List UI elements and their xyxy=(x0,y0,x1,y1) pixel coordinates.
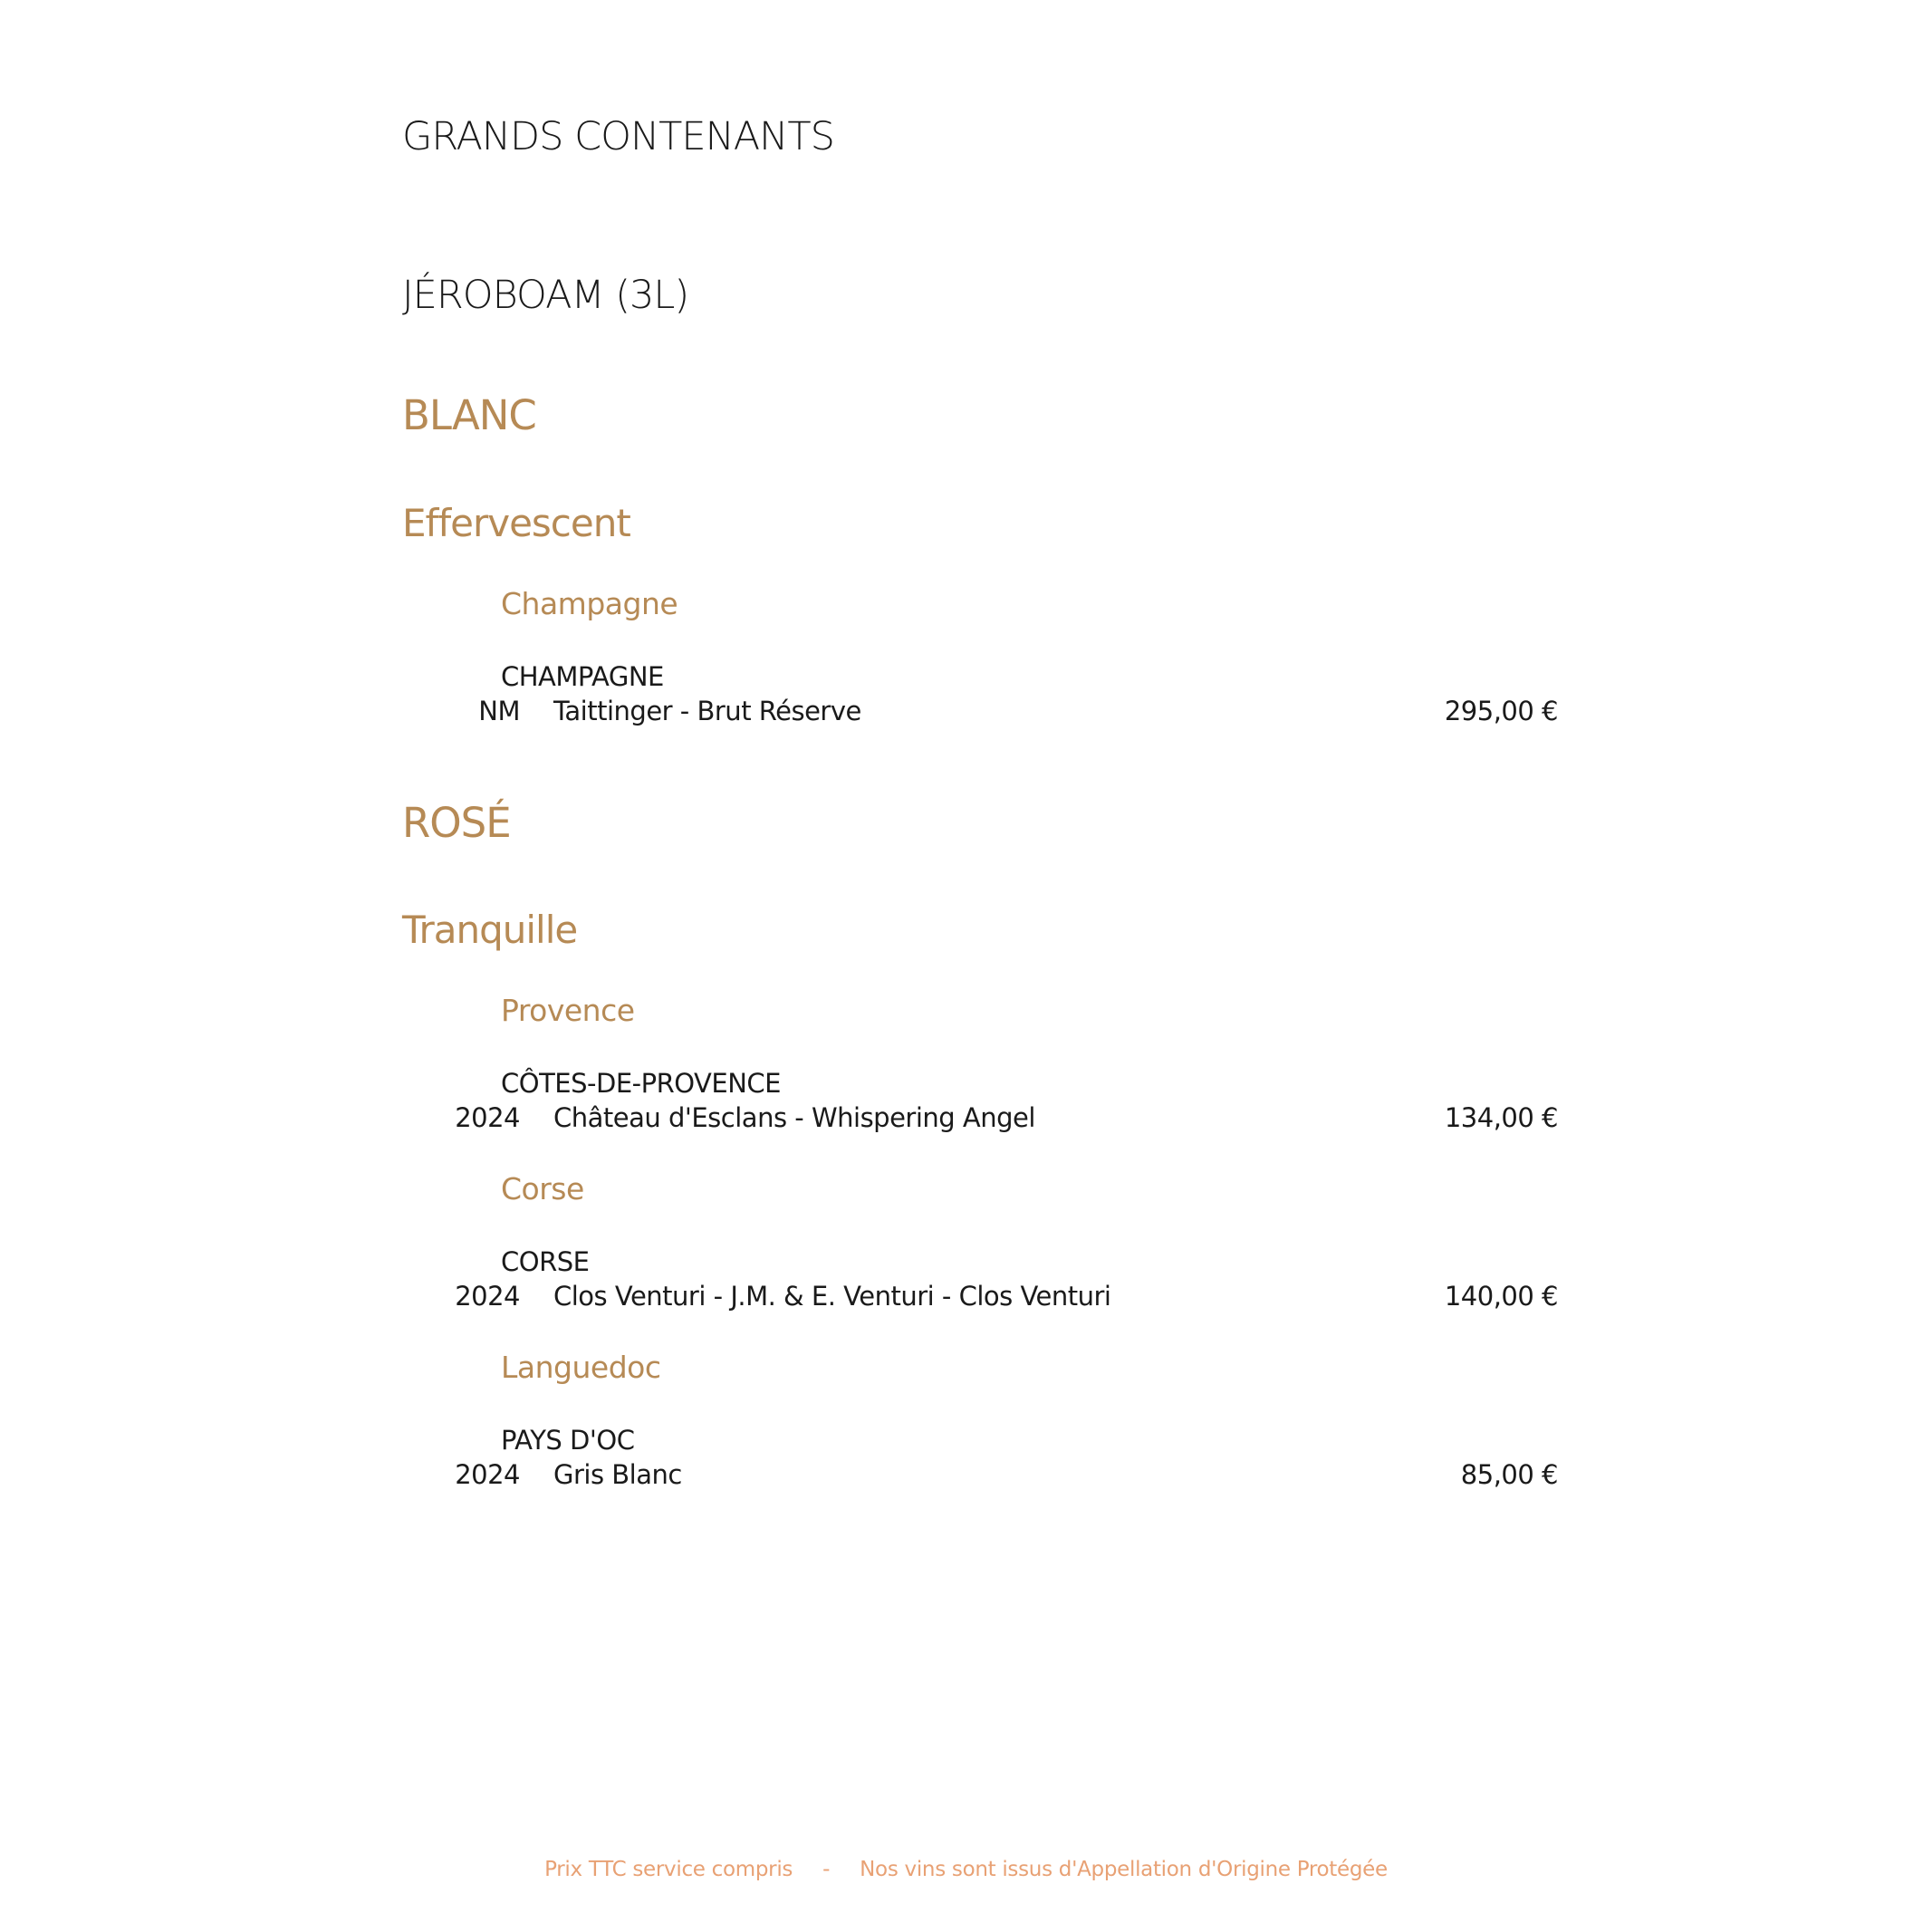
footer-separator: - xyxy=(822,1858,831,1881)
appellation-label: CHAMPAGNE xyxy=(501,661,664,692)
appellation-label: CÔTES-DE-PROVENCE xyxy=(501,1068,781,1099)
footer-note xyxy=(0,1860,1932,1880)
wine-name: Clos Venturi - J.M. & E. Venturi - Clos Venturi xyxy=(553,1281,1111,1312)
footer-aop-note: Nos vins sont issus d'Appellation d'Origine Protégée xyxy=(860,1858,1388,1881)
region-heading: Corse xyxy=(501,1171,584,1206)
wine-price: 85,00 € xyxy=(1460,1459,1558,1490)
footer-price-note: Prix TTC service compris xyxy=(544,1858,793,1881)
wine-year: 2024 xyxy=(455,1459,520,1490)
format-heading: JÉROBOAM (3L) xyxy=(402,273,689,318)
wine-year: 2024 xyxy=(455,1281,520,1312)
wine-style-heading: Tranquille xyxy=(402,908,578,952)
wine-name: Gris Blanc xyxy=(553,1459,682,1490)
wine-year: NM xyxy=(478,696,520,726)
wine-price: 295,00 € xyxy=(1444,696,1558,726)
wine-color-heading: ROSÉ xyxy=(402,799,511,847)
wine-color-heading: BLANC xyxy=(402,391,536,439)
wine-price: 134,00 € xyxy=(1444,1102,1558,1133)
wine-name: Château d'Esclans - Whispering Angel xyxy=(553,1102,1035,1133)
region-heading: Provence xyxy=(501,993,635,1028)
wine-price: 140,00 € xyxy=(1444,1281,1558,1312)
wine-name: Taittinger - Brut Réserve xyxy=(553,696,861,726)
region-heading: Languedoc xyxy=(501,1350,661,1385)
wine-style-heading: Effervescent xyxy=(402,501,630,545)
region-heading: Champagne xyxy=(501,586,678,621)
appellation-label: PAYS D'OC xyxy=(501,1425,635,1456)
wine-year: 2024 xyxy=(455,1102,520,1133)
appellation-label: CORSE xyxy=(501,1246,590,1277)
page-title: GRANDS CONTENANTS xyxy=(402,114,834,159)
